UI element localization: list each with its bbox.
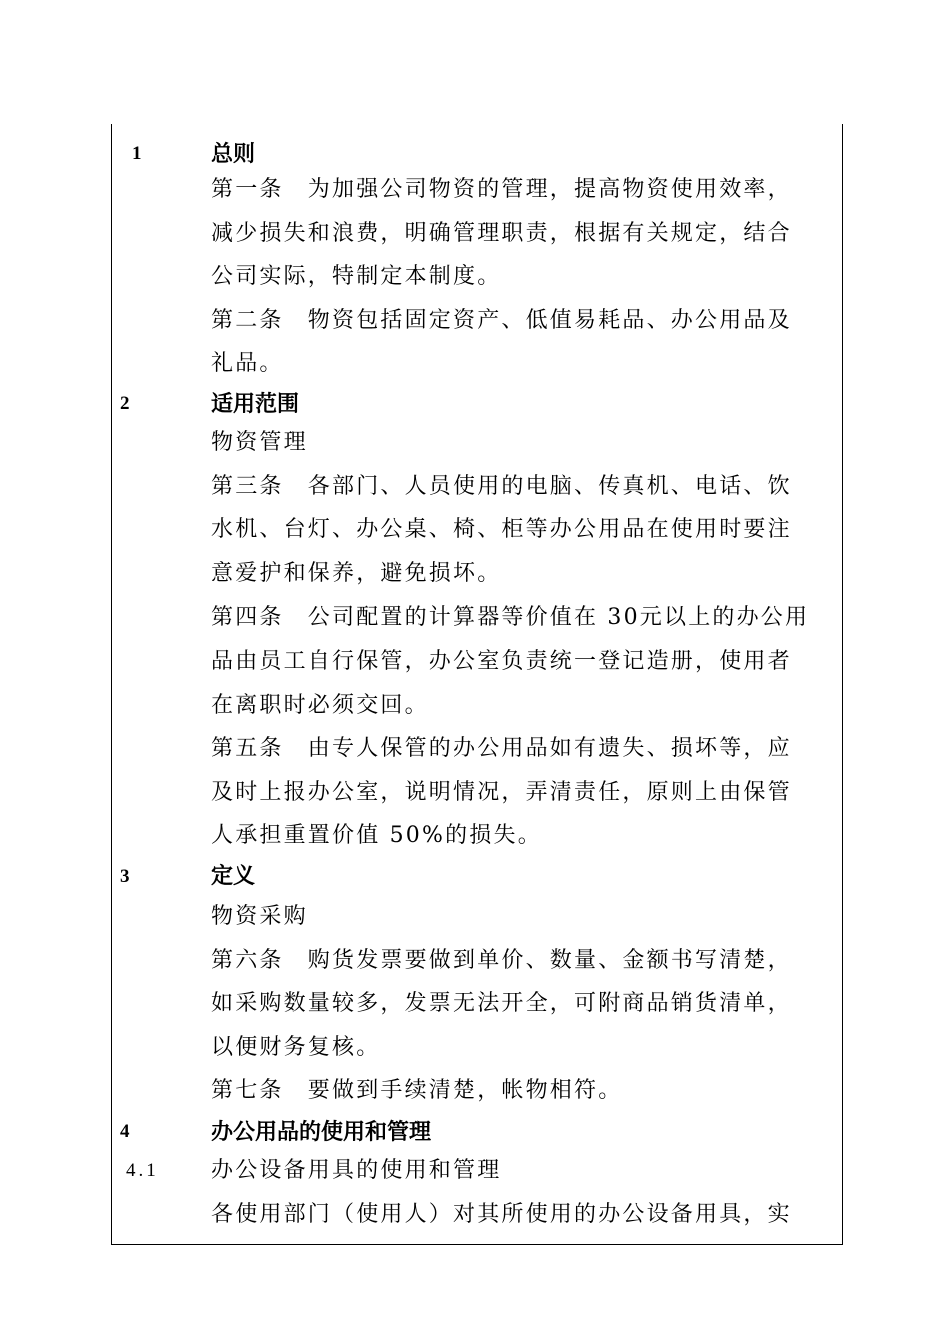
section-title: 适用范围: [211, 391, 300, 417]
paragraph-line: 意爱护和保养，避免损坏。: [211, 561, 502, 586]
section-number: 4: [120, 1121, 130, 1142]
section-number: 1: [132, 143, 142, 164]
paragraph-line: 第二条 物资包括固定资产、低值易耗品、办公用品及: [211, 308, 792, 333]
paragraph-line: 第七条 要做到手续清楚，帐物相符。: [211, 1078, 623, 1103]
subsection-number: 4.1: [126, 1160, 159, 1181]
paragraph-line: 以便财务复核。: [211, 1035, 381, 1060]
paragraph-line: 人承担重置价值 50%的损失。: [211, 823, 542, 848]
paragraph-line: 第三条 各部门、人员使用的电脑、传真机、电话、饮: [211, 474, 792, 499]
section-title: 定义: [211, 863, 256, 889]
subsection-title: 办公设备用具的使用和管理: [211, 1158, 502, 1183]
paragraph-line: 第五条 由专人保管的办公用品如有遗失、损坏等，应: [211, 736, 792, 761]
paragraph-line: 各使用部门（使用人）对其所使用的办公设备用具，实: [211, 1202, 792, 1227]
paragraph-line: 公司实际，特制定本制度。: [211, 264, 502, 289]
paragraph-line: 如采购数量较多，发票无法开全，可附商品销货清单，: [211, 991, 792, 1016]
subheading-line: 物资管理: [211, 430, 308, 455]
section-number: 3: [120, 866, 130, 887]
section-number: 2: [120, 393, 130, 414]
paragraph-line: 在离职时必须交回。: [211, 693, 429, 718]
paragraph-line: 第一条 为加强公司物资的管理，提高物资使用效率，: [211, 177, 792, 202]
paragraph-line: 第四条 公司配置的计算器等价值在 30元以上的办公用: [211, 605, 810, 630]
subheading-line: 物资采购: [211, 904, 308, 929]
paragraph-line: 礼品。: [211, 351, 284, 376]
paragraph-line: 及时上报办公室，说明情况，弄清责任，原则上由保管: [211, 780, 792, 805]
paragraph-line: 减少损失和浪费，明确管理职责，根据有关规定，结合: [211, 221, 792, 246]
section-title: 总则: [211, 141, 256, 167]
paragraph-line: 水机、台灯、办公桌、椅、柜等办公用品在使用时要注: [211, 517, 792, 542]
section-title: 办公用品的使用和管理: [211, 1119, 432, 1145]
paragraph-line: 品由员工自行保管，办公室负责统一登记造册，使用者: [211, 649, 792, 674]
paragraph-line: 第六条 购货发票要做到单价、数量、金额书写清楚，: [211, 948, 792, 973]
